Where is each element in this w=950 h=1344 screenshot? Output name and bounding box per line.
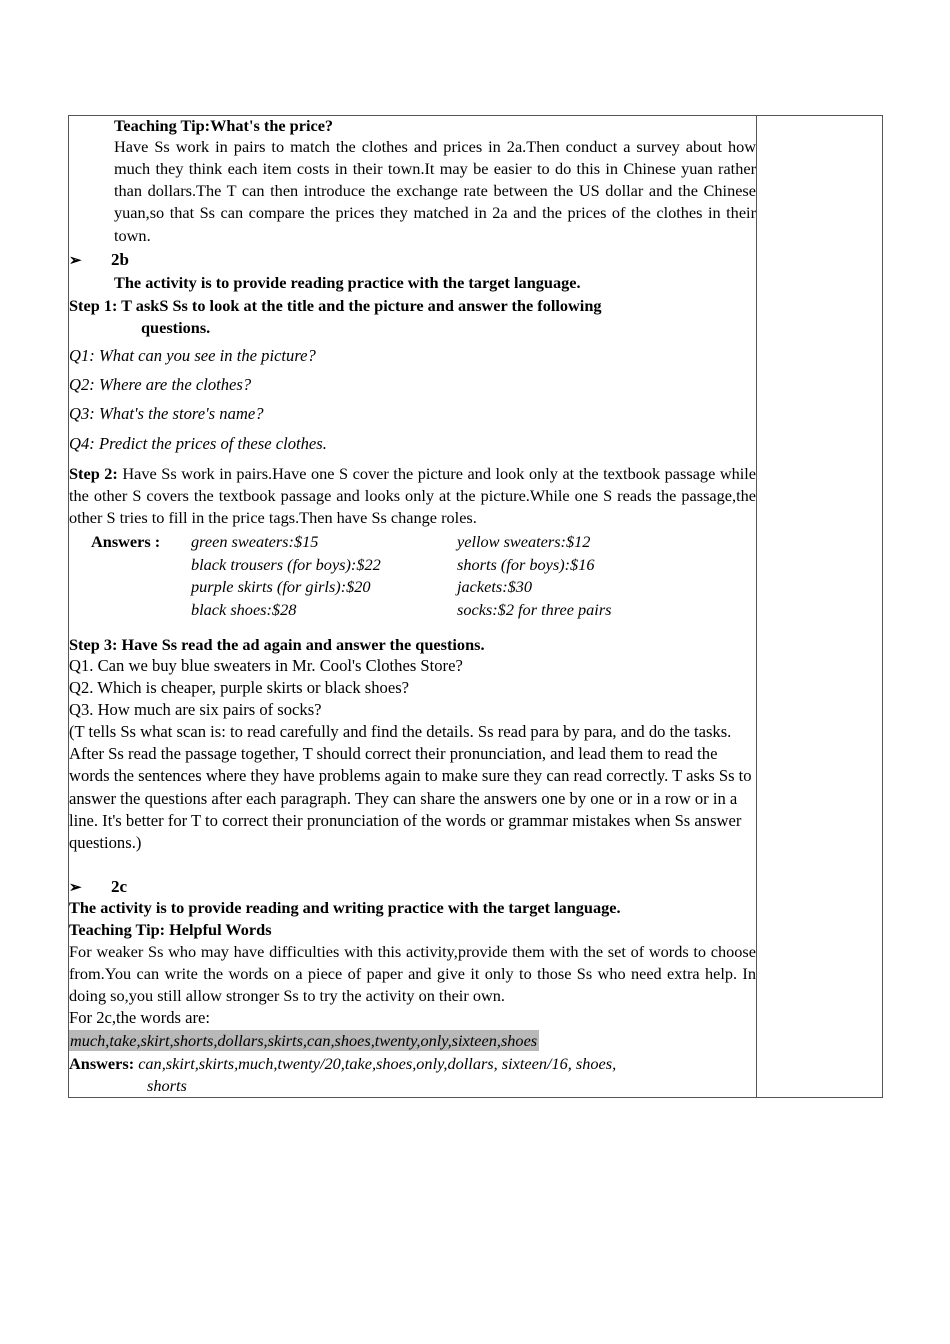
price-item: purple skirts (for girls):$20 <box>191 577 371 597</box>
price-item: black trousers (for boys):$22 <box>191 554 381 574</box>
words-intro: For 2c,the words are: <box>69 1008 211 1028</box>
price-item: shorts (for boys):$16 <box>457 554 595 574</box>
list-item: Q3: What's the store's name? <box>69 404 264 424</box>
table-row <box>91 531 756 553</box>
step-1-instruction <box>69 295 756 340</box>
answers-label: Answers : <box>91 532 161 552</box>
section-2c-header <box>69 877 756 897</box>
list-item: Q4: Predict the prices of these clothes. <box>69 433 327 453</box>
section-2b-label: 2b <box>111 249 129 269</box>
list-item: Q2: Where are the clothes? <box>69 375 252 395</box>
teaching-tip-2-body: For weaker Ss who may have difficulties with this activity,provide them with the set of words to choose from.You can write the words on a piece of paper and give it only to those Ss who need extra help. In doing so,you still allow stronger Ss to try the activity on their own. <box>69 942 756 1006</box>
helpful-words-list: much,take,skirt,shorts,dollars,skirts,can,shoes,twenty,only,sixteen,shoes <box>70 1030 538 1050</box>
price-item: green sweaters:$15 <box>191 532 319 552</box>
section-2c-answers <box>69 1053 756 1097</box>
list-item: Q3. How much are six pairs of socks? <box>69 700 322 720</box>
list-item: Q2. Which is cheaper, purple skirts or black shoes? <box>69 678 410 698</box>
step-3-note: (T tells Ss what scan is: to read carefully and find the details. Ss read para by para, and do the tasks. After Ss read the passage together, T should correct their pronunciation, and lead them to read the words the sentences where they have problems again to make sure they can read correctly. T asks Ss to answer the questions after each paragraph. They can share the answers one by one or in a row or in a line. It's better for T to correct their pronunciation of the words or grammar mistakes when Ss answer questions.) <box>69 722 752 852</box>
step-2-text: Have Ss work in pairs.Have one S cover the picture and look only at the textbook passage while the other S covers the textbook passage and looks only at the picture.While one S reads the passage,the other S tries to fill in the price tags.Then have Ss change roles. <box>69 463 756 528</box>
teaching-tip-body: Have Ss work in pairs to match the clothes and prices in 2a.Then conduct a survey about how much they think each item costs in their town.It may be easier to do this in Chinese yuan rather than dollars.The T can then introduce the exchange rate between the US dollar and the Chinese yuan,so that Ss can compare the prices they matched in 2a and the prices of the clothes in their town. <box>114 137 756 245</box>
table-row <box>69 116 883 1098</box>
arrow-bullet-icon: ➢ <box>69 252 82 269</box>
section-2b-header <box>69 250 756 270</box>
answers-value-line-2: shorts <box>147 1076 187 1096</box>
helpful-words-line <box>69 1030 756 1053</box>
table-row <box>91 554 756 576</box>
table-row <box>91 599 756 621</box>
step-3-heading: Step 3: Have Ss read the ad again and answer the questions. <box>69 635 485 655</box>
step-2-label: Step 2: <box>69 463 118 483</box>
step-2-paragraph <box>69 463 756 529</box>
lesson-content-cell <box>69 116 757 1098</box>
answers-value-line-1: can,skirt,skirts,much,twenty/20,take,shoes,only,dollars, sixteen/16, shoes, <box>134 1054 617 1074</box>
section-2b-objective: The activity is to provide reading practice with the target language. <box>114 272 581 292</box>
answers-price-list <box>69 531 756 621</box>
lesson-plan-table <box>68 115 883 1098</box>
price-item: socks:$2 for three pairs <box>457 599 612 619</box>
teaching-tip-heading: Teaching Tip:What's the price? <box>114 116 334 135</box>
list-item: Q1: What can you see in the picture? <box>69 345 316 365</box>
notes-column-cell <box>757 116 883 1098</box>
spacer <box>69 854 756 874</box>
arrow-bullet-icon: ➢ <box>69 879 82 896</box>
price-item: black shoes:$28 <box>191 599 297 619</box>
price-item: yellow sweaters:$12 <box>457 532 591 552</box>
section-2c-objective: The activity is to provide reading and writing practice with the target language. <box>69 897 621 917</box>
price-item: jackets:$30 <box>457 577 533 597</box>
step-1-line-1: Step 1: T askS Ss to look at the title and the picture and answer the following <box>69 295 602 315</box>
list-item: Q1. Can we buy blue sweaters in Mr. Cool's Clothes Store? <box>69 656 463 676</box>
table-row <box>91 576 756 598</box>
answers-label: Answers: <box>69 1054 135 1074</box>
teaching-tip-2-heading: Teaching Tip: Helpful Words <box>69 919 272 939</box>
section-2c-label: 2c <box>111 876 128 896</box>
step-1-line-2: questions. <box>141 318 211 338</box>
